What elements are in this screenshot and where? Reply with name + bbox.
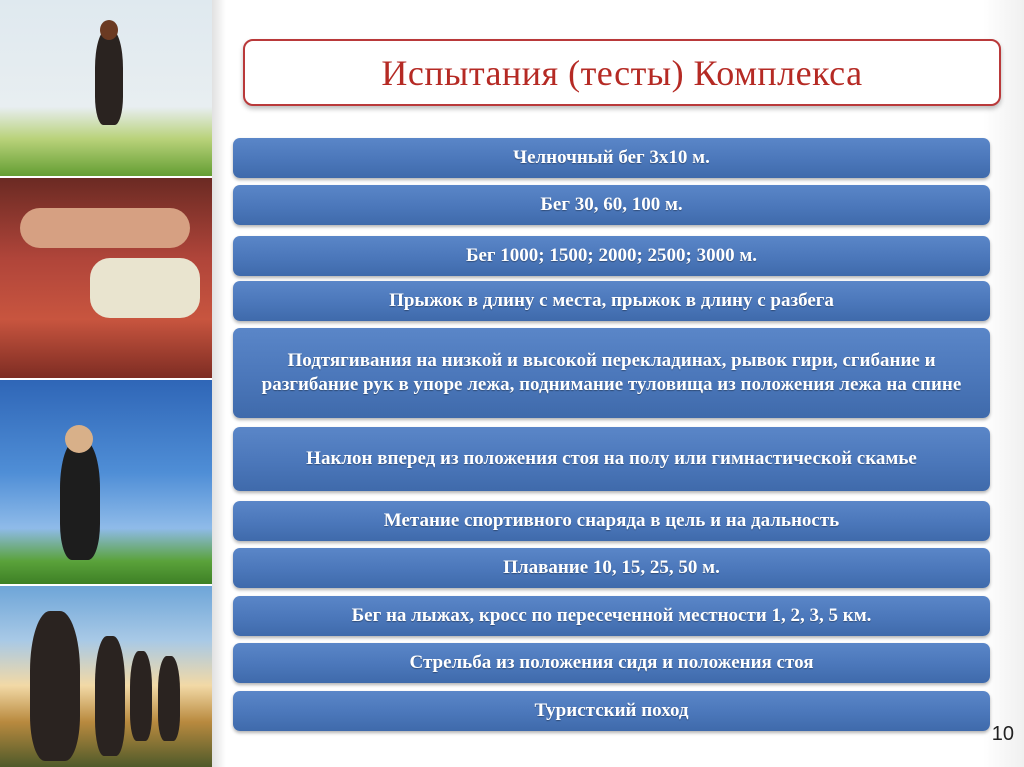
test-item-label: Челночный бег 3х10 м.: [513, 146, 710, 168]
page-number: 10: [991, 723, 1014, 745]
test-item: [233, 185, 990, 225]
test-item: [233, 596, 990, 636]
test-item-label: Туристский поход: [534, 699, 689, 721]
test-item-label: Прыжок в длину с места, прыжок в длину с разбега: [389, 289, 834, 311]
runner-photo: [0, 0, 212, 178]
test-item-label: Бег на лыжах, кросс по пересеченной местности 1, 2, 3, 5 км.: [351, 604, 872, 626]
hikers-photo: [0, 586, 212, 767]
test-item: [233, 691, 990, 731]
strip-shadow: [212, 0, 226, 767]
test-item-label: Бег 1000; 1500; 2000; 2500; 3000 м.: [465, 244, 758, 266]
test-item-label: Плавание 10, 15, 25, 50 м.: [503, 556, 720, 578]
test-item: [233, 548, 990, 588]
test-item-label: Стрельба из положения сидя и положения стоя: [409, 651, 814, 673]
test-item: [233, 281, 990, 321]
test-item-label: Наклон вперед из положения стоя на полу или гимнастической скамье: [306, 447, 917, 469]
test-item: [233, 138, 990, 178]
test-item: [233, 427, 990, 491]
test-item: [233, 328, 990, 418]
stretching-photo: [0, 380, 212, 586]
sprint-start-photo: [0, 178, 212, 380]
test-item-label: Подтягивания на низкой и высокой перекладинах, рывок гири, сгибание и разгибание рук в упоре лежа, поднимание туловища из положения лежа на спине: [261, 349, 962, 395]
page-title: Испытания (тесты) Комплекса: [381, 52, 863, 93]
test-item: [233, 236, 990, 276]
test-item-label: Бег 30, 60, 100 м.: [540, 193, 683, 215]
test-item-label: Метание спортивного снаряда в цель и на дальность: [383, 509, 840, 531]
title-box: [243, 39, 1001, 106]
test-item: [233, 501, 990, 541]
test-item: [233, 643, 990, 683]
